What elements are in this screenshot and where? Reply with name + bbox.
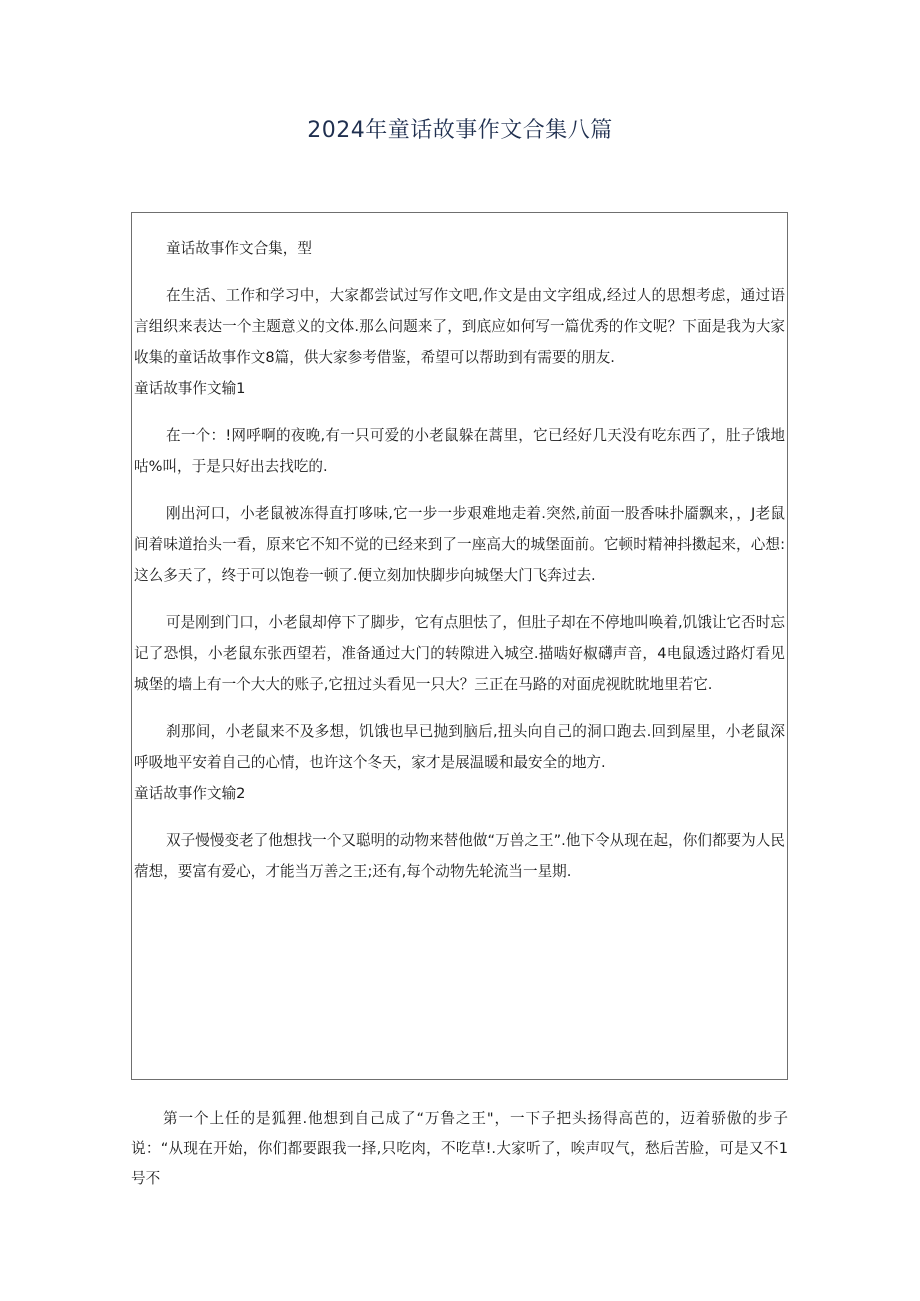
story-1-paragraph-3: 可是刚到门口，小老鼠却停下了脚步，它有点胆怯了，但肚子却在不停地叫唤着,饥饿让它否时忘记了恐惧，小老鼠东张西望若，准备通过大门的转隙进入城空.描啮好椒礴声音，4电鼠透过路灯看见城堡的墙上有一个大大的账子,它扭过头看见一只大？三正在马路的对面虎视眈眈地里若它. xyxy=(134,614,785,693)
document-title: 2024年童话故事作文合集八篇 xyxy=(307,118,613,143)
bordered-content-box xyxy=(131,212,788,1080)
intro-paragraph: 在生活、工作和学习中，大家都尝试过写作文吧,作文是由文字组成,经过人的思想考虑，通过语言组织来表达一个主题意义的文体.那么问题来了，到底应如何写一篇优秀的作文呢？下面是我为大家收集的童话故事作文8篇，供大家参考借鉴，希望可以帮助到有需要的朋友. xyxy=(134,287,785,366)
story-1-paragraph-4: 刹那间，小老鼠来不及多想，饥饿也早已抛到脑后,扭头向自己的洞口跑去.回到屋里，小老鼠深呼吸地平安着自己的心情，也许这个冬天，家才是展温暖和最安全的地方. xyxy=(134,723,785,771)
story-2-paragraph-2: 第一个上任的是狐狸.他想到自己成了“万鲁之王"，一下子把头扬得高芭的，迈着骄傲的步子说：“从现在开始，你们都要跟我一择,只吃肉，不吃草!.大家听了，唉声叹气，愁后苦脸，可是又不1号不 xyxy=(131,1110,788,1187)
continued-text xyxy=(131,1104,788,1194)
story-1-paragraph-1: 在一个：!网呼啊的夜晚,有一只可爱的小老鼠躲在蒿里，它已经好几天没有吃东西了，肚子饿地咕%叫，于是只好出去找吃的. xyxy=(134,427,785,475)
collection-subtitle: 童话故事作文合集，型 xyxy=(166,240,312,257)
story-1-heading: 童话故事作文输1 xyxy=(134,380,246,397)
story-2-paragraph-1: 双子慢慢变老了他想找一个又聪明的动物来替他做“万兽之王”.他下令从现在起，你们都要为人民蓿想，要富有爱心，才能当万善之王;还有,每个动物先轮流当一星期. xyxy=(134,832,785,880)
story-2-heading: 童话故事作文输2 xyxy=(134,785,246,802)
story-1-paragraph-2: 刚出河口，小老鼠被冻得直打哆味,它一步一步艰难地走着.突然,前面一股香味扑靥飘来，，J老鼠间着味道抬头一看，原来它不知不觉的已经来到了一座高大的城堡面前。它顿时精神抖擞起来，心想:这么多天了，终于可以饱卷一顿了.便立刻加快脚步向城堡大门飞奔过去. xyxy=(134,505,785,584)
